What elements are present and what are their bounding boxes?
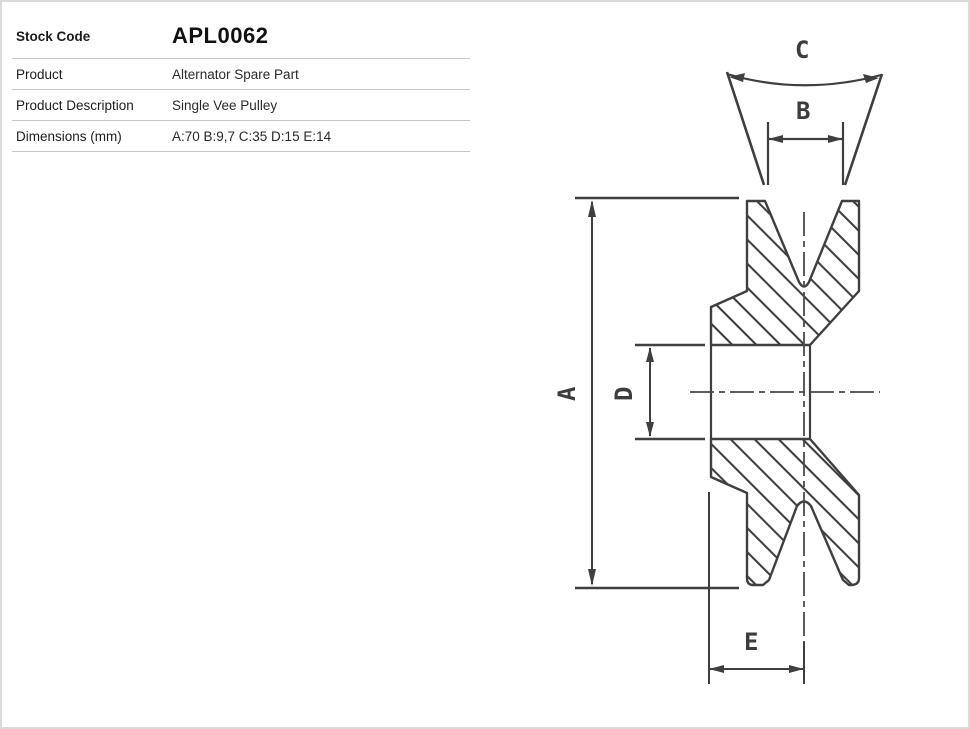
- stock-code-label: Stock Code: [16, 28, 91, 44]
- dim-label-d: D: [610, 386, 638, 401]
- dimension-a: [575, 198, 739, 588]
- belt-vee-figure: [727, 72, 882, 185]
- dim-label-e: E: [744, 628, 759, 656]
- dim-label-b: B: [796, 97, 811, 125]
- pulley-technical-drawing: [2, 2, 970, 729]
- dimensions-value: A:70 B:9,7 C:35 D:15 E:14: [172, 128, 332, 144]
- product-value: Alternator Spare Part: [172, 66, 299, 82]
- stock-code-value: APL0062: [172, 23, 269, 48]
- product-description-label: Product Description: [16, 97, 134, 113]
- dim-label-a: A: [553, 386, 581, 401]
- product-description-value: Single Vee Pulley: [172, 97, 278, 113]
- dimensions-label: Dimensions (mm): [16, 128, 122, 144]
- product-label: Product: [16, 66, 63, 82]
- dim-label-c: C: [795, 36, 810, 64]
- pulley-upper-section: [711, 201, 859, 345]
- pulley-lower-section: [711, 439, 859, 585]
